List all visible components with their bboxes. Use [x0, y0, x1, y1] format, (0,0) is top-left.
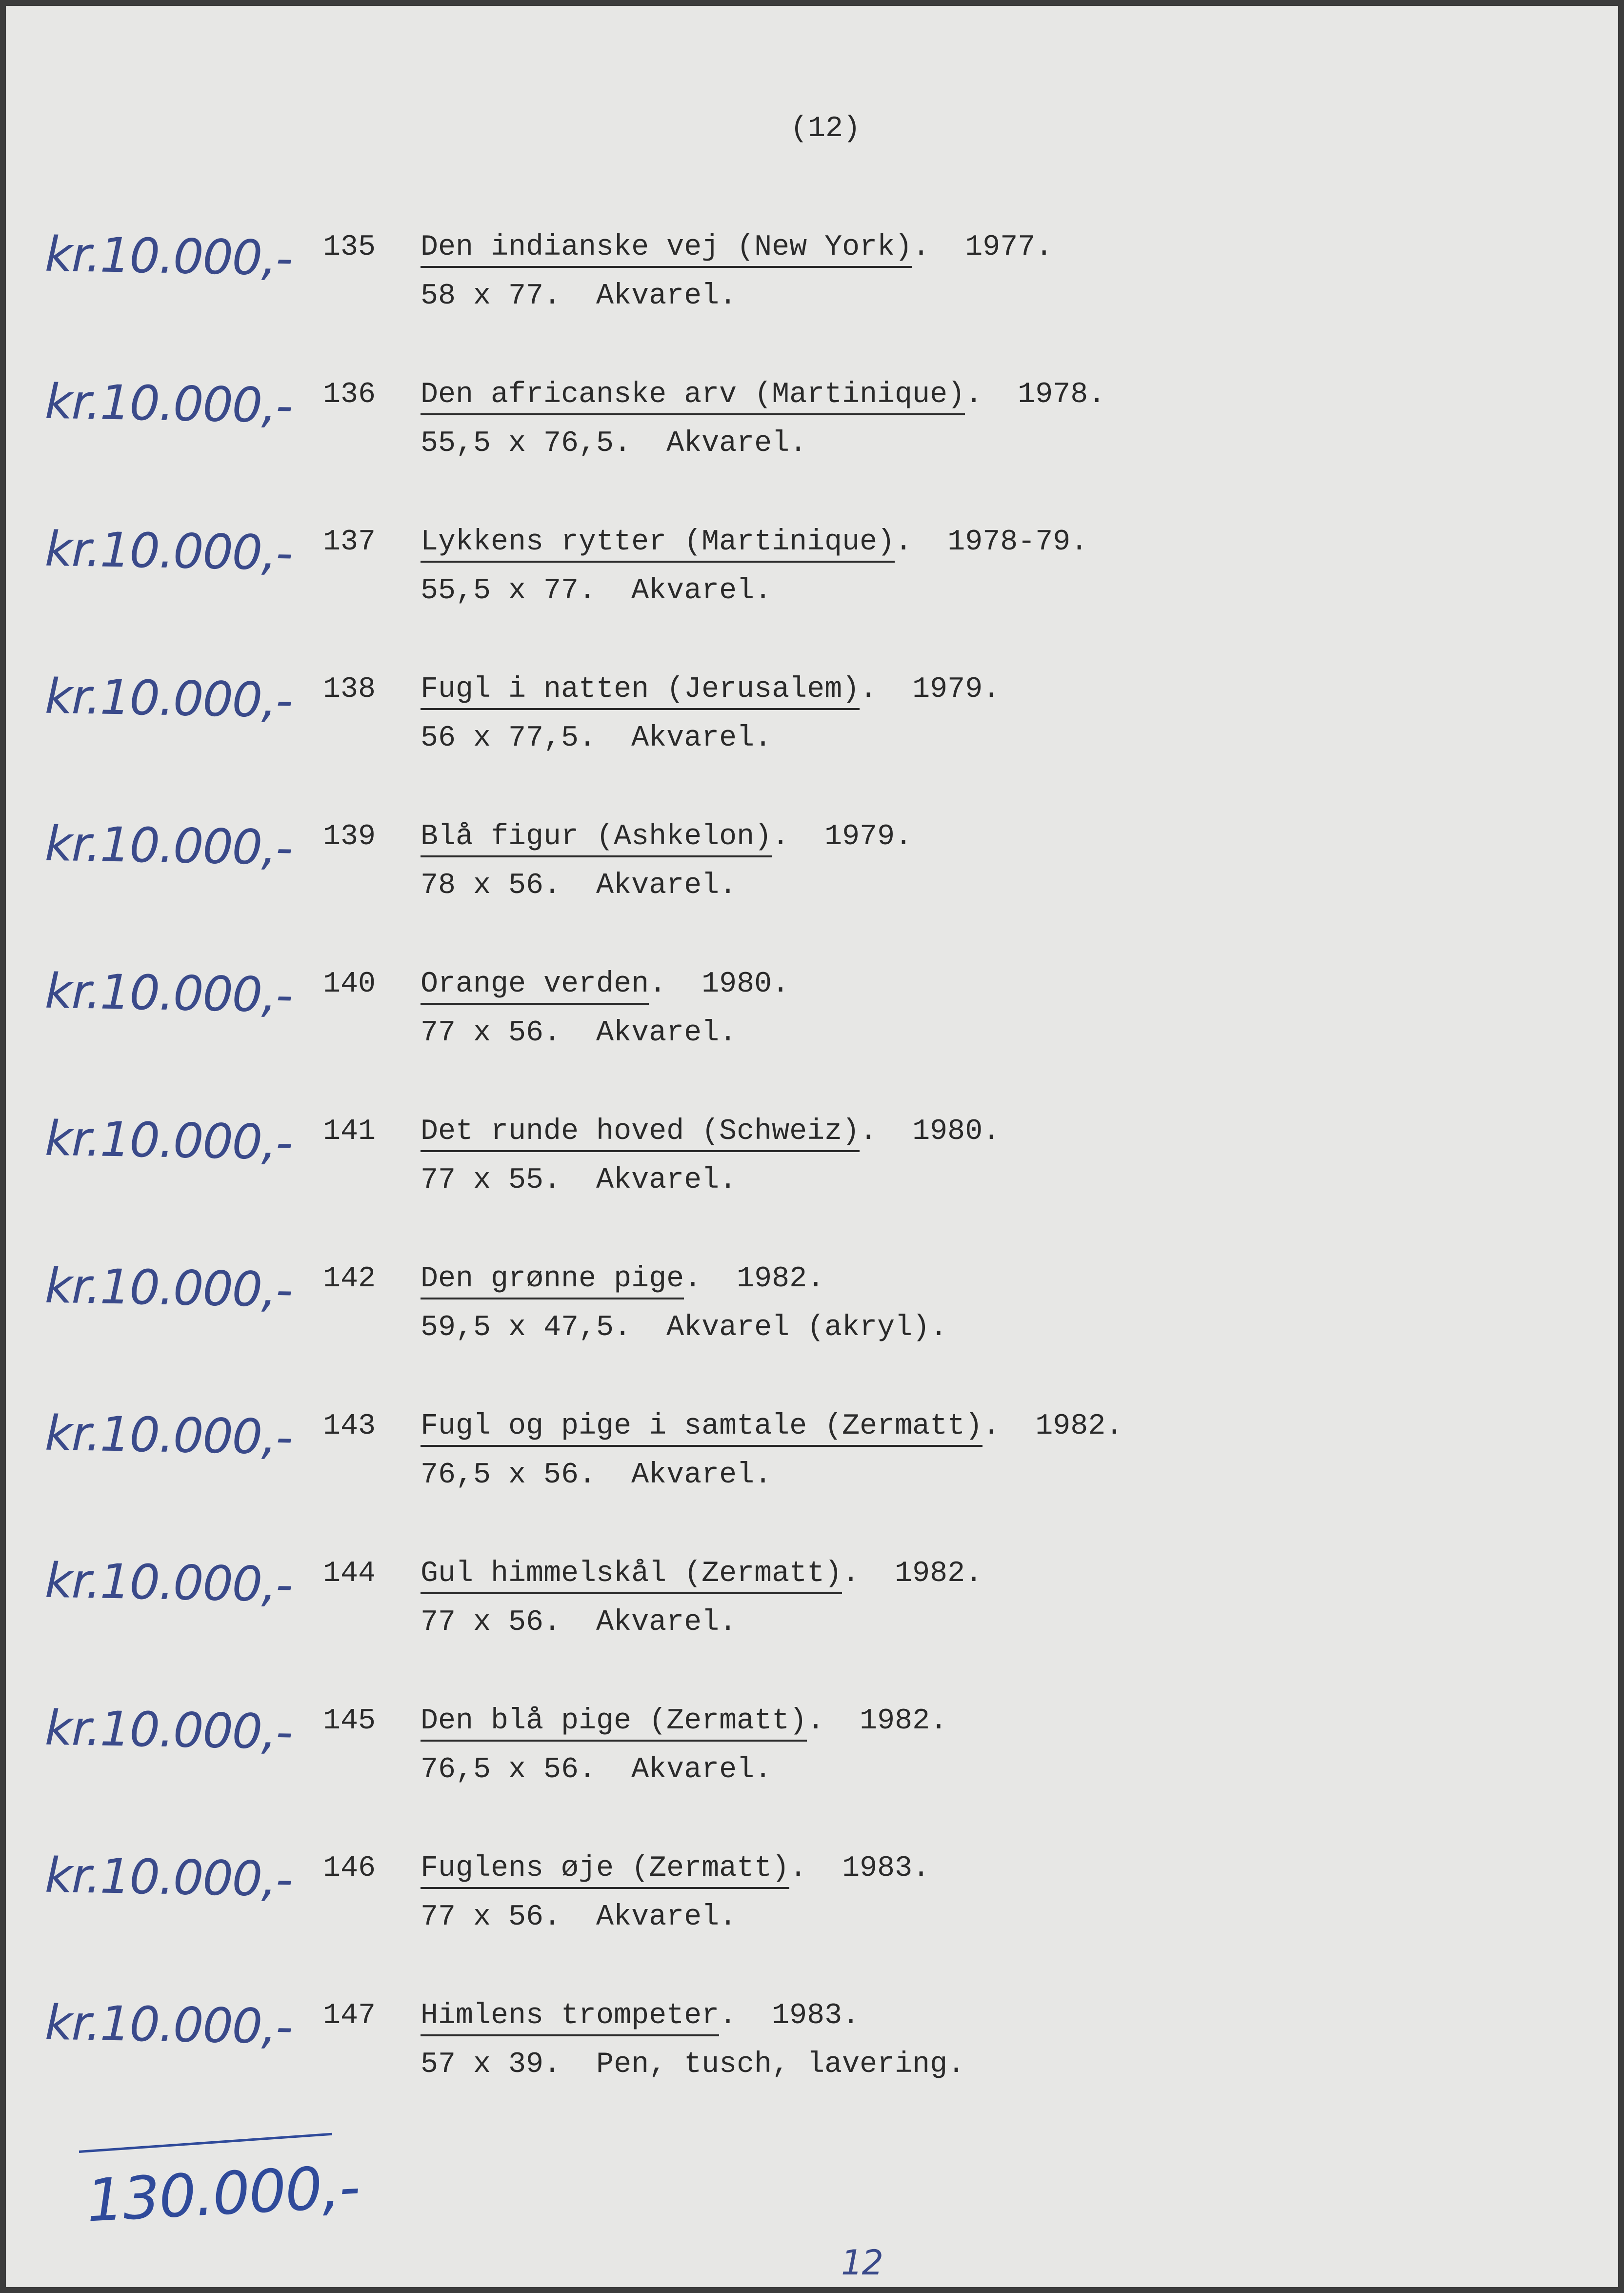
artwork-details: 57 x 39. Pen, tusch, lavering.: [421, 2048, 965, 2081]
footer-page-number: 12: [841, 2243, 883, 2283]
total-underline: [79, 2133, 332, 2153]
catalog-entry: [6, 670, 1618, 777]
entry-number: 138: [323, 673, 376, 706]
artwork-details: 78 x 56. Akvarel.: [421, 869, 737, 902]
artwork-details: 56 x 77,5. Akvarel.: [421, 722, 772, 755]
title-line: [421, 675, 1000, 704]
artwork-title: Fuglens øje (Zermatt): [421, 1852, 789, 1889]
price: kr.10.000,-: [44, 1405, 293, 1466]
entry-number: 135: [323, 231, 376, 264]
title-line: [421, 1412, 1123, 1441]
price: kr.10.000,-: [44, 1995, 293, 2055]
artwork-year: . 1983.: [719, 1999, 860, 2032]
catalog-entry: [6, 1849, 1618, 1956]
catalog-entry: [6, 1259, 1618, 1367]
title-line: [421, 380, 1105, 409]
document-page: [6, 6, 1618, 2287]
title-line: [421, 1117, 1000, 1146]
price: kr.10.000,-: [44, 1258, 293, 1319]
entry-number: 141: [323, 1115, 376, 1148]
entry-number: 136: [323, 378, 376, 411]
artwork-title: Blå figur (Ashkelon): [421, 820, 772, 857]
artwork-year: . 1982.: [684, 1262, 825, 1296]
artwork-year: . 1979.: [772, 820, 913, 853]
artwork-title: Fugl i natten (Jerusalem): [421, 673, 860, 710]
catalog-entry: [6, 1112, 1618, 1219]
title-line: [421, 970, 789, 999]
entry-number: 147: [323, 1999, 376, 2032]
catalog-entry: [6, 228, 1618, 335]
artwork-title: Lykkens rytter (Martinique): [421, 526, 895, 563]
title-line: [421, 1264, 824, 1294]
artwork-details: 59,5 x 47,5. Akvarel (akryl).: [421, 1311, 948, 1344]
entry-number: 140: [323, 968, 376, 1001]
artwork-year: . 1982.: [807, 1705, 948, 1738]
artwork-year: . 1978-79.: [895, 526, 1088, 559]
artwork-title: Den blå pige (Zermatt): [421, 1705, 807, 1742]
artwork-year: . 1983.: [789, 1852, 930, 1885]
artwork-title: Gul himmelskål (Zermatt): [421, 1557, 842, 1594]
artwork-details: 55,5 x 76,5. Akvarel.: [421, 427, 807, 460]
entry-number: 145: [323, 1705, 376, 1738]
artwork-details: 77 x 56. Akvarel.: [421, 1901, 737, 1934]
artwork-year: . 1980.: [860, 1115, 1001, 1148]
title-line: [421, 233, 1053, 262]
title-line: [421, 528, 1088, 557]
artwork-details: 76,5 x 56. Akvarel.: [421, 1753, 772, 1786]
artwork-year: . 1982.: [842, 1557, 983, 1590]
artwork-details: 58 x 77. Akvarel.: [421, 280, 737, 313]
catalog-entry: [6, 1702, 1618, 1809]
title-line: [421, 822, 912, 852]
page-number: (12): [790, 112, 861, 145]
artwork-title: Den indianske vej (New York): [421, 231, 912, 268]
price: kr.10.000,-: [44, 374, 293, 434]
catalog-entry: [6, 1407, 1618, 1514]
catalog-entry: [6, 817, 1618, 925]
price: kr.10.000,-: [44, 521, 293, 582]
artwork-year: . 1980.: [649, 968, 790, 1001]
artwork-title: Himlens trompeter: [421, 1999, 719, 2036]
entry-number: 139: [323, 820, 376, 853]
artwork-year: . 1982.: [982, 1410, 1123, 1443]
artwork-title: Det runde hoved (Schweiz): [421, 1115, 860, 1152]
artwork-year: . 1979.: [860, 673, 1001, 706]
artwork-details: 77 x 55. Akvarel.: [421, 1164, 737, 1197]
entry-number: 146: [323, 1852, 376, 1885]
catalog-entry: [6, 375, 1618, 483]
title-line: [421, 2001, 860, 2030]
entry-number: 142: [323, 1262, 376, 1296]
price: kr.10.000,-: [44, 1111, 293, 1171]
catalog-entry: [6, 1554, 1618, 1662]
artwork-title: Den grønne pige: [421, 1262, 684, 1299]
artwork-year: . 1977.: [912, 231, 1053, 264]
price: kr.10.000,-: [44, 816, 293, 876]
entry-number: 143: [323, 1410, 376, 1443]
artwork-year: . 1978.: [965, 378, 1106, 411]
catalog-entry: [6, 1996, 1618, 2104]
artwork-details: 55,5 x 77. Akvarel.: [421, 574, 772, 608]
artwork-title: Orange verden: [421, 968, 649, 1005]
catalog-entry: [6, 965, 1618, 1072]
price: kr.10.000,-: [44, 963, 293, 1024]
price: kr.10.000,-: [44, 1847, 293, 1908]
entry-number: 144: [323, 1557, 376, 1590]
artwork-title: Den africanske arv (Martinique): [421, 378, 965, 415]
price: kr.10.000,-: [44, 226, 293, 287]
artwork-details: 77 x 56. Akvarel.: [421, 1016, 737, 1050]
price: kr.10.000,-: [44, 1553, 293, 1613]
title-line: [421, 1559, 982, 1588]
artwork-title: Fugl og pige i samtale (Zermatt): [421, 1410, 982, 1447]
price: kr.10.000,-: [44, 1700, 293, 1761]
title-line: [421, 1854, 930, 1883]
catalog-entry: [6, 523, 1618, 630]
handwritten-total: 130.000,-: [84, 2153, 361, 2235]
artwork-details: 76,5 x 56. Akvarel.: [421, 1459, 772, 1492]
entry-number: 137: [323, 526, 376, 559]
artwork-details: 77 x 56. Akvarel.: [421, 1606, 737, 1639]
price: kr.10.000,-: [44, 669, 293, 729]
title-line: [421, 1706, 947, 1736]
